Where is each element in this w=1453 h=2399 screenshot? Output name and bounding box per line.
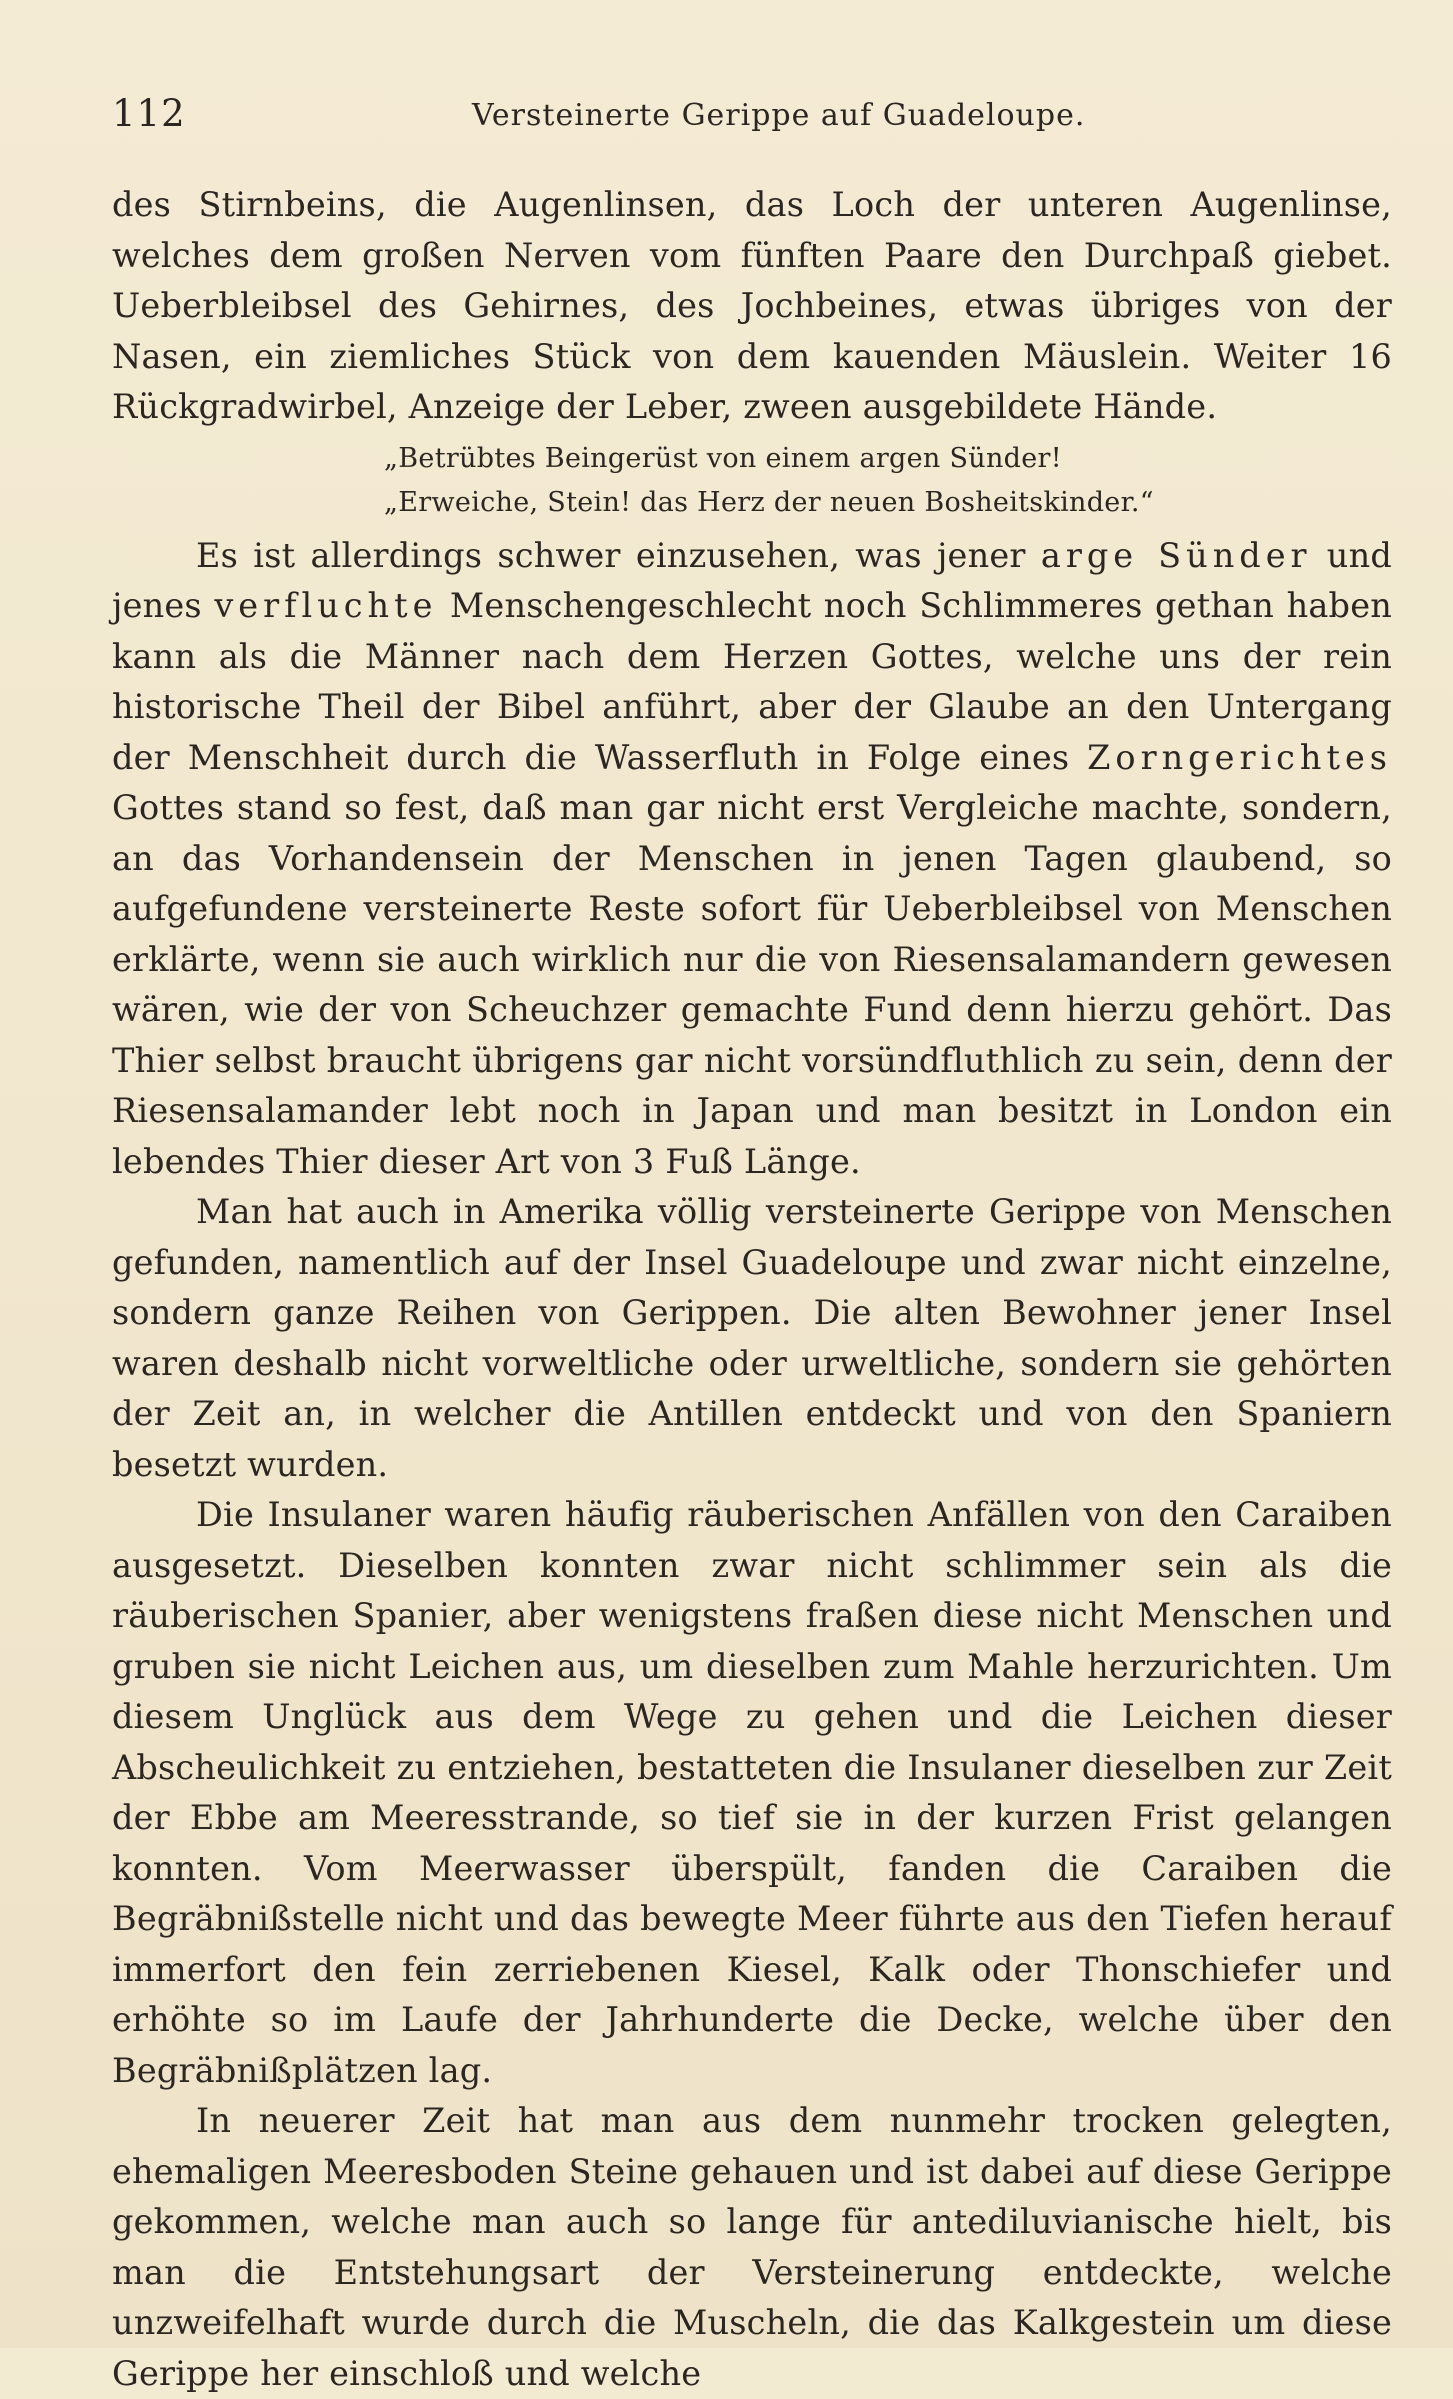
paragraph-2 bbox=[112, 531, 1392, 1188]
paragraph-1 bbox=[112, 180, 1392, 433]
page-number: 112 bbox=[112, 92, 186, 135]
emphasis-text: Zorngerichtes bbox=[1087, 737, 1392, 777]
body-text: Menschengeschlecht noch Schlimmeres gethan haben kann als die Männer nach dem Herzen Gottes, welche uns der rein historische Theil der Bibel anführt, aber der Glaube an den Untergang der Menschheit durch die Wasserfluth in Folge eines bbox=[112, 586, 1392, 777]
paragraph-4 bbox=[112, 1490, 1392, 2096]
verse-quote bbox=[384, 437, 1392, 525]
body-text: Gottes stand so fest, daß man gar nicht erst Vergleiche machte, sondern, an das Vorhandensein der Menschen in jenen Tagen glaubend, so aufgefundene versteinerte Reste sofort für Ueberbleibsel von Menschen erklärte, wenn sie auch wirklich nur die von Riesensalamandern gewesen wären, wie der von Scheuchzer gemachte Fund denn hierzu gehört. Das Thier selbst braucht übrigens gar nicht vorsündfluthlich zu sein, denn der Riesensalamander lebt noch in Japan und man besitzt in London ein lebendes Thier dieser Art von 3 Fuß Länge. bbox=[112, 788, 1392, 1181]
verse-line-2: „Erweiche, Stein! das Herz der neuen Bosheitskinder.“ bbox=[384, 486, 1154, 518]
verse-line-1: „Betrübtes Beingerüst von einem argen Sünder! bbox=[384, 442, 1062, 474]
body-text: Es ist allerdings schwer einzusehen, was jener bbox=[196, 535, 1041, 575]
body-text: Man hat auch in Amerika völlig versteinerte Gerippe von Menschen gefunden, namentlich auf der Insel Guadeloupe und zwar nicht einzelne, sondern ganze Reihen von Gerippen. Die alten Bewohner jener Insel waren deshalb nicht vorweltliche oder urweltliche, sondern sie gehörten der Zeit an, in welcher die Antillen entdeckt und von den Spaniern besetzt wurden. bbox=[112, 1192, 1392, 1484]
running-title: Versteinerte Gerippe auf Guadeloupe. bbox=[472, 98, 1086, 133]
page-header bbox=[112, 92, 1392, 152]
paragraph-3 bbox=[112, 1187, 1392, 1490]
body-text: Die Insulaner waren häufig räuberischen Anfällen von den Caraiben ausgesetzt. Dieselben konnten zwar nicht schlimmer sein als die räuberischen Spanier, aber wenigstens fraßen diese nicht Menschen und gruben sie nicht Leichen aus, um dieselben zum Mahle herzurichten. Um diesem Unglück aus dem Wege zu gehen und die Leichen dieser Abscheulichkeit zu entziehen, bestatteten die Insulaner dieselben zur Zeit der Ebbe am Meeresstrande, so tief sie in der kurzen Frist gelangen konnten. Vom Meerwasser überspült, fanden die Caraiben die Begräbnißstelle nicht und das bewegte Meer führte aus den Tiefen herauf immerfort den fein zerriebenen Kiesel, Kalk oder Thonschiefer und erhöhte so im Laufe der Jahrhunderte die Decke, welche über den Begräbnißplätzen lag. bbox=[112, 1495, 1392, 2090]
emphasis-text: verfluchte bbox=[214, 586, 438, 625]
body-text: des Stirnbeins, die Augenlinsen, das Loch der unteren Augenlinse, welches dem großen Nerven vom fünften Paare den Durchpaß giebet. Ueberbleibsel des Gehirnes, des Jochbeines, etwas übriges von der Nasen, ein ziemliches Stück von dem kauenden Mäuslein. Weiter 16 Rückgradwirbel, Anzeige der Leber, zween ausgebildete Hände. bbox=[112, 185, 1392, 426]
emphasis-text: arge Sünder bbox=[1040, 535, 1312, 575]
body-text: In neuerer Zeit hat man aus dem nunmehr trocken gelegten, ehemaligen Meeresboden Steine gehauen und ist dabei auf diese Gerippe gekommen, welche man auch so lange für antediluvianische hielt, bis man die Entstehungsart der Versteinerung entdeckte, welche unzweifelhaft wurde durch die Muscheln, die das Kalkgestein um diese Gerippe her einschloß und welche bbox=[112, 2101, 1392, 2393]
text-block bbox=[112, 92, 1392, 2399]
body-text: und jenes bbox=[112, 535, 1393, 625]
paragraph-5 bbox=[112, 2096, 1392, 2399]
